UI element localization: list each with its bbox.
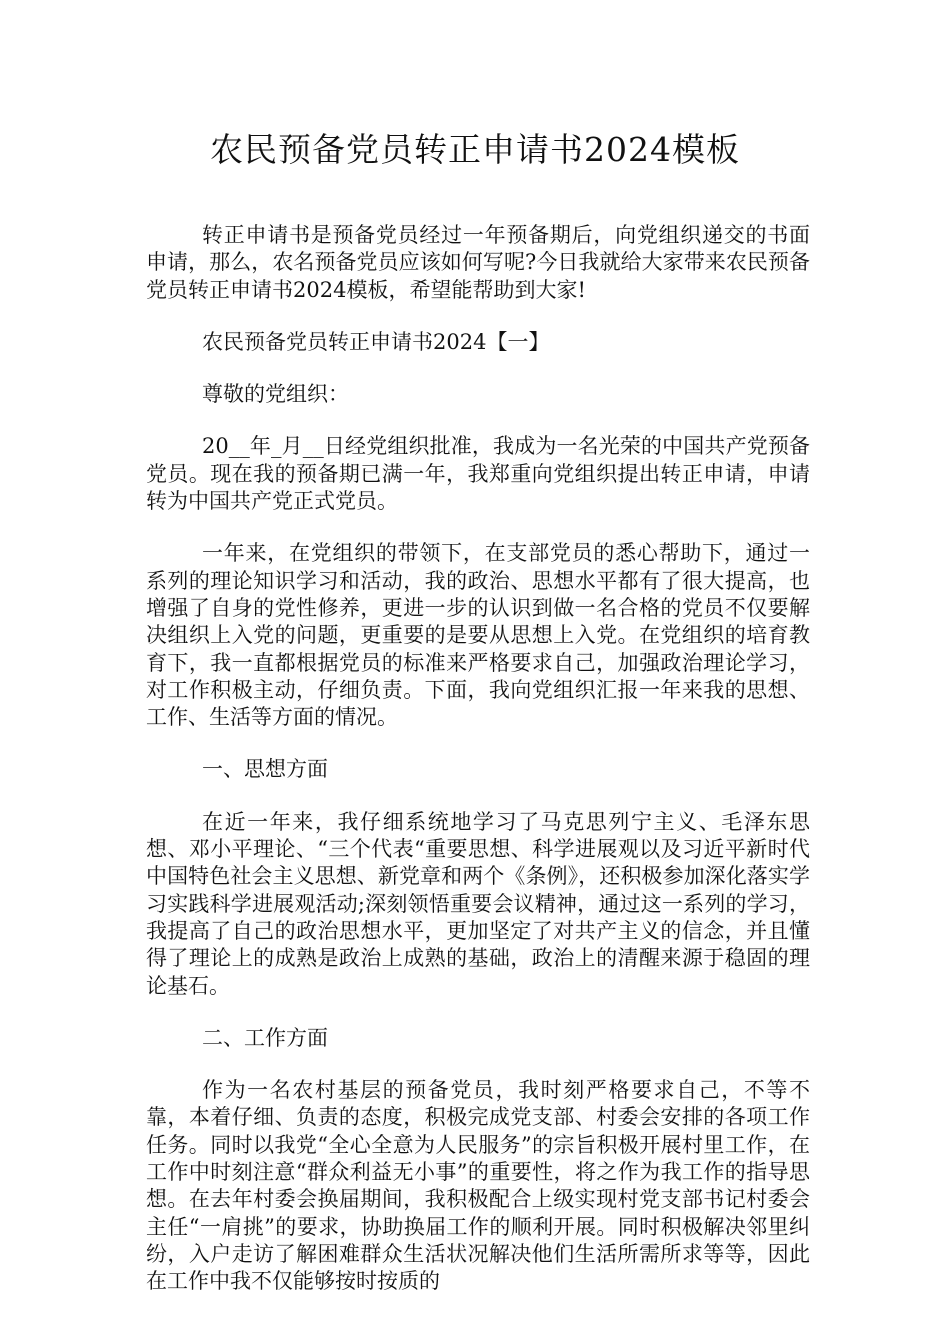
document-title: 农民预备党员转正申请书2024模板 xyxy=(210,130,740,169)
approval-paragraph: 20__年_月__日经党组织批准，我成为一名光荣的中国共产党预备党员。现在我的预备期已满一年，我郑重向党组织提出转正申请，申请转为中国共产党正式党员。 xyxy=(146,434,810,514)
thought-paragraph: 在近一年来，我仔细系统地学习了马克思列宁主义、毛泽东思想、邓小平理论、“三个代表“重要思想、科学进展观以及习近平新时代中国特色社会主义思想、新党章和两个《条例》，还积极参加深化落实学习实践科学进展观活动;深刻领悟重要会议精神，通过这一系列的学习，我提高了自己的政治思想水平，更加坚定了对共产主义的信念，并且懂得了理论上的成熟是政治上成熟的基础，政治上的清醒来源于稳固的理论基石。 xyxy=(146,809,810,998)
section-heading-one: 农民预备党员转正申请书2024【一】 xyxy=(202,329,550,354)
salutation: 尊敬的党组织： xyxy=(202,382,349,407)
thought-heading: 一、思想方面 xyxy=(202,757,328,782)
intro-paragraph: 转正申请书是预备党员经过一年预备期后，向党组织递交的书面申请，那么，农名预备党员应该如何写呢?今日我就给大家带来农民预备党员转正申请书2024模板，希望能帮助到大家! xyxy=(146,223,810,302)
work-paragraph: 作为一名农村基层的预备党员，我时刻严格要求自己，不等不靠，本着仔细、负责的态度，积极完成党支部、村委会安排的各项工作任务。同时以我党“全心全意为人民服务”的宗旨积极开展村里工作，在工作中时刻注意“群众利益无小事”的重要性，将之作为我工作的指导思想。在去年村委会换届期间，我积极配合上级实现村党支部书记村委会主任“一肩挑”的要求，协助换届工作的顺利开展。同时积极解决邻里纠纷，入户走访了解困难群众生活状况解决他们生活所需所求等等，因此在工作中我不仅能够按时按质的 xyxy=(146,1078,810,1294)
document-body xyxy=(146,222,810,1321)
work-heading: 二、工作方面 xyxy=(202,1025,328,1050)
summary-paragraph: 一年来，在党组织的带领下，在支部党员的悉心帮助下，通过一系列的理论知识学习和活动，我的政治、思想水平都有了很大提高，也增强了自身的党性修养，更进一步的认识到做一名合格的党员不仅要解决组织上入党的问题，更重要的是要从思想上入党。在党组织的培育教育下，我一直都根据党员的标准来严格要求自己，加强政治理论学习，对工作积极主动，仔细负责。下面，我向党组织汇报一年来我的思想、工作、生活等方面的情况。 xyxy=(146,541,810,730)
